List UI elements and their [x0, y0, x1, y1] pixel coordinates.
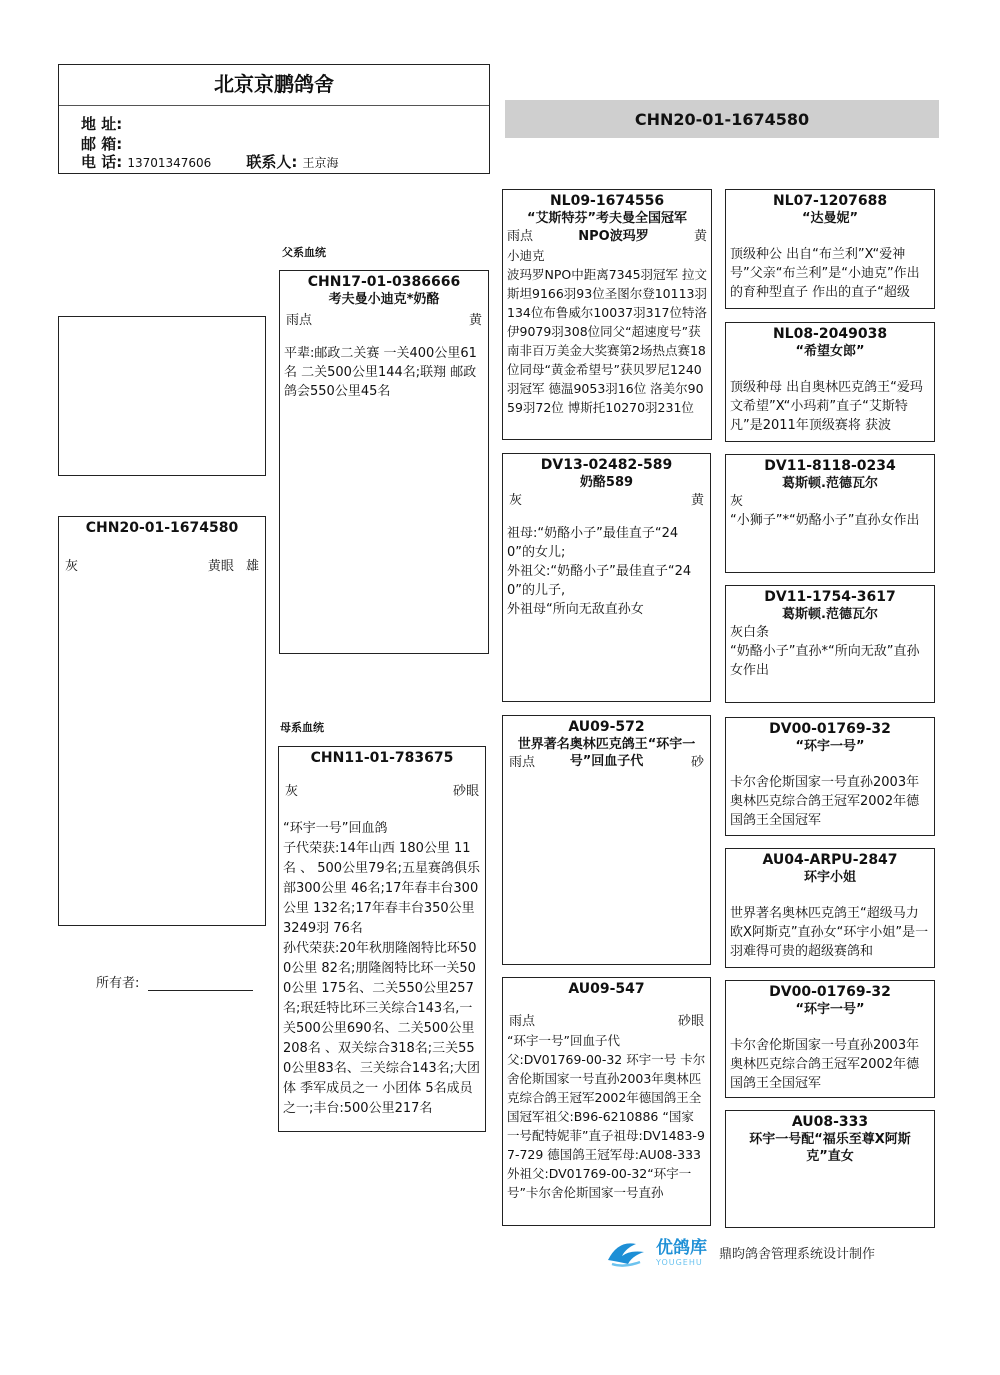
sire-sire-row: [503, 227, 711, 246]
dam-dam-color: 雨点: [509, 1014, 536, 1029]
subject-sex: 雄: [245, 559, 259, 574]
photo-box: [58, 316, 266, 476]
owner-line: [148, 990, 253, 991]
ggp-1-notes: 顶级种公 出自“布兰利”X“爱神号”父亲“布兰利”是“小迪克”作出的育种型直子 作出的直子“超级: [730, 247, 920, 300]
ggp-4-ring: DV11-1754-3617: [764, 589, 896, 605]
ggp-box-7: [725, 980, 935, 1098]
phone-label: 电 话:: [81, 153, 123, 171]
sire-sire-ring: NL09-1674556: [549, 193, 665, 209]
dam-dam-notes: “环宇一号”回血子代 父:DV01769-00-32 环宇一号 卡尔舍伦斯国家一号直孙2003年奥林匹克综合鸽王冠军2002年德国鸽王全国冠军祖父:B96-6210886 “国家一号配特妮菲”直子祖母:DV1483-97-729 德国鸽王冠军母:AU08-333外祖父:DV01769-00-32“环宇一号”卡尔舍伦斯国家一号直孙: [507, 1033, 706, 1200]
ggp-8-name: 环宇一号配“福乐至尊X阿斯克”直女: [749, 1132, 911, 1164]
sire-sire-name: “艾斯特芬”考夫曼全国冠军: [526, 211, 688, 226]
owner-row: [96, 972, 253, 991]
sire-dam-name: 奶酪589: [579, 475, 634, 490]
ggp-6-ring: AU04-ARPU-2847: [762, 852, 898, 868]
loft-title: 北京京鹏鸽舍: [214, 72, 334, 96]
dam-sire-name: 世界著名奥林匹克鸽王“环宇一号”回血子代: [517, 737, 696, 769]
sire-box: [279, 270, 489, 654]
dam-notes: “环宇一号”回血鸽 子代荣获:14年山西 180公里 11名 、 500公里79名;五星赛鸽俱乐部300公里 46名;17年春丰台300公里 132名;17年春丰台350公里3249羽 76名 孙代荣获:20年秋朋隆阁特比环500公里 82名;朋隆阁特比环一关500公里 175名、二关550公里257名;珉廷特比环三关综合143名,一关500公里690名、二关500公里 208名 、双关综合318名;三关550公里83名、三关综合143名;大团体 季军成员之一 小团体 5名成员之一;丰台:500公里217名: [283, 821, 481, 1116]
header-box: [58, 64, 490, 174]
footer-brand: 优鸽库: [656, 1237, 707, 1258]
sire-sire-color: 雨点: [507, 229, 534, 244]
ggp-3-ring: DV11-8118-0234: [764, 458, 896, 474]
ggp-2-ring: NL08-2049038: [772, 326, 888, 342]
footer-brand-block: [656, 1238, 707, 1267]
ggp-box-4: [725, 585, 935, 703]
sire-color-row: [280, 311, 488, 330]
sire-dam-row: [503, 491, 710, 510]
sire-sire-strain: NPO波玛罗: [578, 229, 649, 244]
ggp-5-ring: DV00-01769-32: [769, 721, 891, 737]
sire-eye: 黄: [468, 313, 482, 328]
dam-color-row: [279, 782, 485, 801]
dam-dam-ring: AU09-547: [568, 981, 645, 997]
ggp-7-notes: 卡尔舍伦斯国家一号直孙2003年奥林匹克综合鸽王冠军2002年德国鸽王全国冠军: [730, 1038, 920, 1091]
dam-sire-color: 雨点: [509, 755, 536, 770]
ggp-box-8: [725, 1110, 935, 1228]
ggp-2-notes: 顶级种母 出自奥林匹克鸽王“爱玛文希望”X“小玛莉”直子“艾斯特凡”是2011年顶级赛将 获波: [730, 380, 923, 433]
dam-dam-row: [503, 1012, 710, 1031]
banner-ring-text: CHN20-01-1674580: [634, 109, 810, 129]
ggp-1-ring: NL07-1207688: [772, 193, 888, 209]
ggp-1-name: “达曼妮”: [801, 211, 859, 226]
dam-color: 灰: [285, 784, 299, 799]
ggp-box-3: [725, 454, 935, 573]
sire-dam-ring: DV13-02482-589: [540, 457, 673, 473]
sire-notes: 平辈:邮政二关赛 一关400公里61名 二关500公里144名;联翔 邮政鸽会550公里45名: [284, 346, 477, 399]
ggp-5-notes: 卡尔舍伦斯国家一号直孙2003年奥林匹克综合鸽王冠军2002年德国鸽王全国冠军: [730, 775, 920, 828]
dam-ring: CHN11-01-783675: [310, 750, 454, 766]
phone-row: [81, 151, 339, 172]
sire-name: 考夫曼小迪克*奶酪: [328, 292, 440, 307]
ggp-3-name: 葛斯顿.范德瓦尔: [782, 476, 878, 491]
ggp-3-notes: “小狮子”*“奶酪小子”直孙女作出: [730, 513, 920, 528]
subject-box: [58, 516, 266, 926]
footer-brand-en: YOUGEHU: [656, 1257, 703, 1267]
dam-section-label: 母系血统: [280, 721, 324, 734]
ggp-2-name: “希望女郎”: [795, 344, 865, 359]
ggp-7-ring: DV00-01769-32: [769, 984, 891, 1000]
ggp-6-notes: 世界著名奥林匹克鸽王“超级马力欧X阿斯克”直孙女“环宇小姐”是一羽难得可贵的超级赛鸽和: [730, 906, 929, 959]
sire-ring: CHN17-01-0386666: [307, 274, 461, 290]
ring-banner: [505, 100, 939, 138]
dam-dam-box: [502, 977, 711, 1226]
yougehu-logo-icon: [604, 1234, 652, 1270]
dam-sire-eye: 砂: [690, 755, 704, 770]
footer: [604, 1234, 875, 1270]
header-divider: [59, 105, 489, 106]
ggp-box-5: [725, 717, 935, 836]
sire-sire-notes: 小迪克 波玛罗NPO中距离7345羽冠军 拉文斯坦9166羽93位圣图尔登10113羽134位布鲁威尔10037羽317位特洛伊9079羽308位同父“超速度号”获南非百万美金大奖赛第2场热点赛18位同母“黄金希望号”获贝罗尼1240羽冠军 德温9053羽16位 洛美尔9059羽72位 博斯托10270羽231位: [507, 248, 708, 415]
sire-dam-eye: 黄: [690, 493, 704, 508]
contact-label: 联系人:: [246, 153, 298, 171]
subject-row: [59, 557, 265, 576]
sire-dam-box: [502, 453, 711, 702]
phone-value: 13701347606: [127, 156, 212, 170]
sire-section-label: 父系血统: [282, 246, 326, 259]
footer-credit: 鼎昀鸽舍管理系统设计制作: [719, 1246, 876, 1262]
dam-eye: 砂眼: [452, 784, 479, 799]
sire-dam-color: 灰: [509, 493, 523, 508]
subject-ring: CHN20-01-1674580: [85, 520, 239, 536]
ggp-4-notes: “奶酪小子”直孙*“所向无敌”直孙女作出: [730, 644, 920, 678]
postcode-label: 邮 箱:: [81, 135, 123, 153]
ggp-7-name: “环宇一号”: [795, 1002, 865, 1017]
ggp-4-name: 葛斯顿.范德瓦尔: [782, 607, 878, 622]
dam-sire-box: [502, 715, 711, 965]
dam-dam-eye: 砂眼: [677, 1014, 704, 1029]
owner-label: 所有者:: [96, 976, 140, 991]
ggp-3-color: 灰: [730, 494, 744, 509]
sire-dam-notes: 祖母:“奶酪小子”最佳直子“240”的女儿; 外祖父:“奶酪小子”最佳直子“240”的儿子, 外祖母“所向无敌直孙女: [507, 526, 692, 617]
address-row: [81, 113, 122, 134]
ggp-box-2: [725, 322, 935, 442]
subject-eye: 黄眼: [207, 559, 234, 574]
sire-sire-box: [502, 189, 712, 440]
contact-value: 王京海: [302, 156, 339, 170]
ggp-6-name: 环宇小姐: [803, 870, 856, 885]
subject-color: 灰: [65, 559, 79, 574]
sire-color: 雨点: [286, 313, 313, 328]
ggp-5-name: “环宇一号”: [795, 739, 865, 754]
ggp-box-6: [725, 848, 935, 968]
dam-sire-ring: AU09-572: [568, 719, 645, 735]
sire-sire-eye: 黄: [693, 229, 707, 244]
ggp-box-1: [725, 189, 935, 309]
dam-box: [278, 746, 486, 1132]
ggp-4-color: 灰白条: [730, 625, 770, 640]
address-label: 地 址:: [81, 115, 123, 133]
ggp-8-ring: AU08-333: [791, 1114, 869, 1130]
